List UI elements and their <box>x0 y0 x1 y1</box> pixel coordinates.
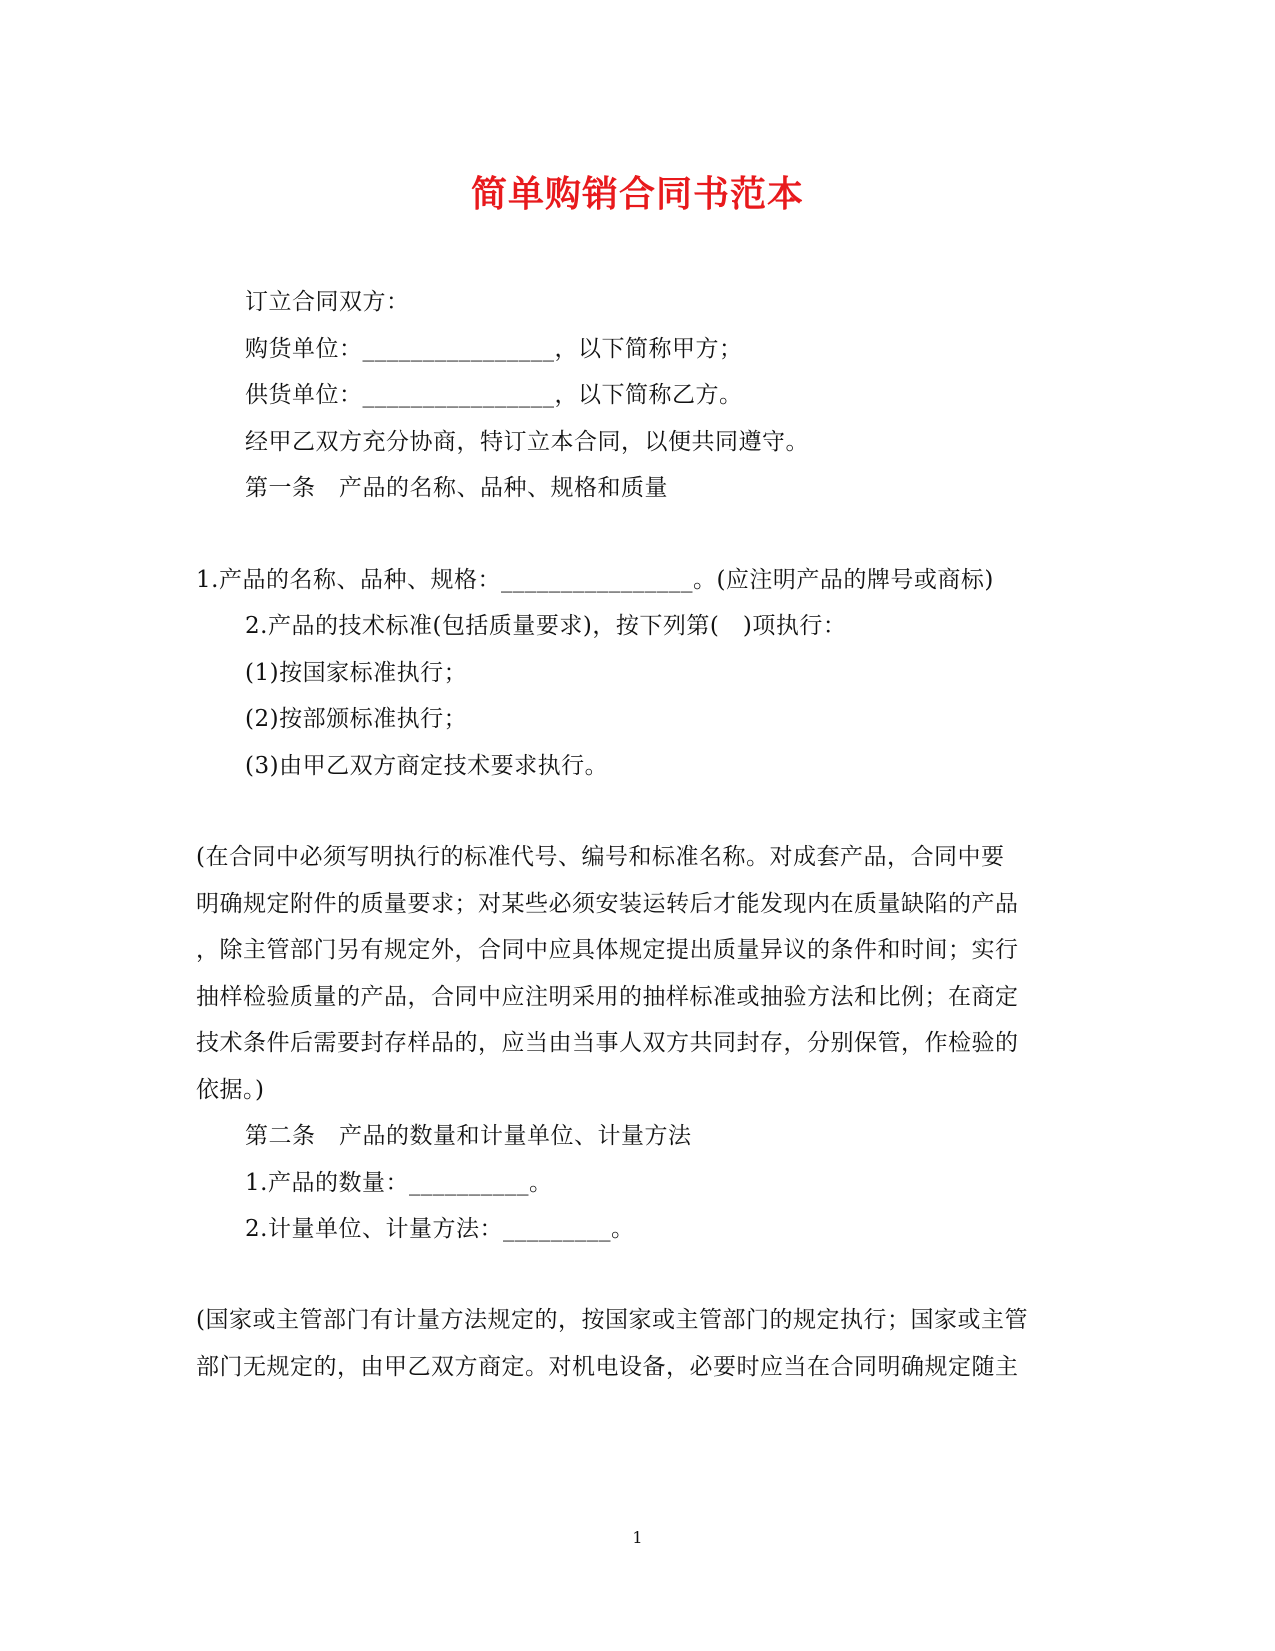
text-line: 2.计量单位、计量方法：_________。 <box>245 1216 635 1242</box>
text-line: 经甲乙双方充分协商，特订立本合同，以便共同遵守。 <box>245 429 809 455</box>
list-item: (1)按国家标准执行； <box>245 660 468 686</box>
text-line: 购货单位：________________，以下简称甲方； <box>245 336 743 362</box>
page-number: 1 <box>632 1528 643 1547</box>
section-heading: 第二条 产品的数量和计量单位、计量方法 <box>245 1123 692 1149</box>
text-line: 供货单位：________________，以下简称乙方。 <box>245 382 743 408</box>
section-heading: 第一条 产品的名称、品种、规格和质量 <box>245 475 668 501</box>
text-line: ，除主管部门另有规定外，合同中应具体规定提出质量异议的条件和时间；实行 <box>196 937 1019 963</box>
text-line: 2.产品的技术标准(包括质量要求)，按下列第( )项执行： <box>245 613 847 639</box>
list-item: (2)按部颁标准执行； <box>245 706 468 732</box>
text-line: 1.产品的数量：__________。 <box>245 1170 553 1196</box>
text-line: 技术条件后需要封存样品的，应当由当事人双方共同封存，分别保管，作检验的 <box>196 1030 1019 1056</box>
text-line: (国家或主管部门有计量方法规定的，按国家或主管部门的规定执行；国家或主管 <box>196 1307 1028 1333</box>
list-item: (3)由甲乙双方商定技术要求执行。 <box>245 753 609 779</box>
text-line: 明确规定附件的质量要求；对某些必须安装运转后才能发现内在质量缺陷的产品 <box>196 891 1019 917</box>
text-line: 抽样检验质量的产品，合同中应注明采用的抽样标准或抽验方法和比例；在商定 <box>196 984 1019 1010</box>
text-line: 部门无规定的，由甲乙双方商定。对机电设备，必要时应当在合同明确规定随主 <box>196 1354 1019 1380</box>
document-title: 简单购销合同书范本 <box>470 173 804 215</box>
text-line: 订立合同双方： <box>245 289 410 315</box>
text-line: 依据。) <box>196 1077 265 1103</box>
text-line: 1.产品的名称、品种、规格：________________。(应注明产品的牌号或商标) <box>196 567 994 593</box>
text-line: (在合同中必须写明执行的标准代号、编号和标准名称。对成套产品，合同中要 <box>196 844 1005 870</box>
